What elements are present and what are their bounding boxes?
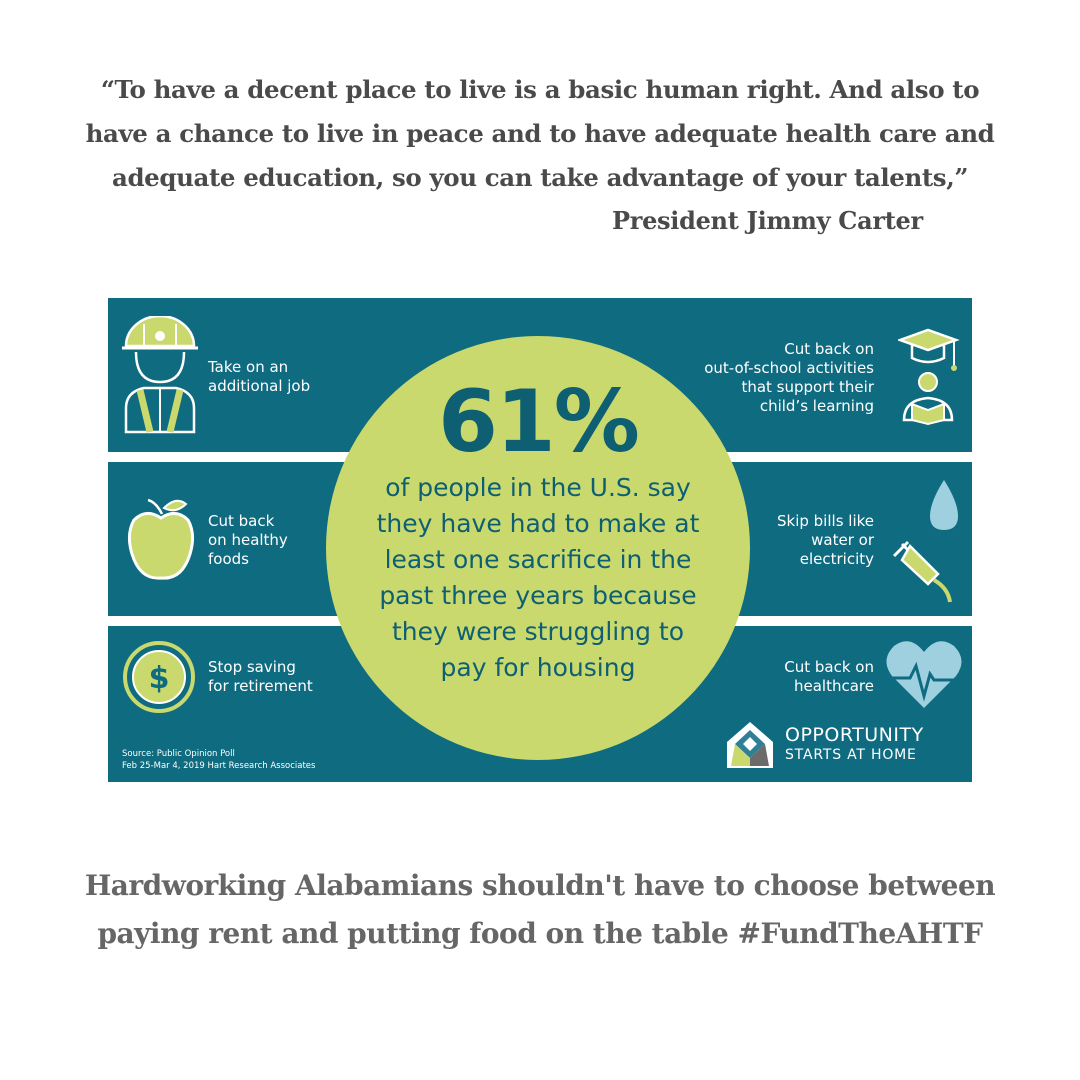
dollar-coin-icon [122,640,196,714]
stat-line: of people in the U.S. say [385,473,691,502]
infographic [108,298,972,782]
item-label: water or [811,531,874,549]
item-label: for retirement [208,677,313,695]
source-line: Source: Public Opinion Poll [122,749,235,759]
item-label: Skip bills like [777,512,874,530]
quote-line: “To have a decent place to live is a basic human right. And also to [100,75,980,104]
stat-percentage: 61% [438,372,638,472]
quote-attribution: President Jimmy Carter [612,206,923,235]
logo-line1: OPPORTUNITY [785,724,924,746]
quote-line: have a chance to live in peace and to have adequate health care and [85,119,995,148]
stat-line: least one sacrifice in the [384,545,692,574]
item-out-of-school [704,340,874,416]
source-note [122,748,315,772]
item-label: on healthy [208,531,288,549]
item-label: foods [208,550,249,568]
item-label: out-of-school activities [704,359,874,377]
item-label: Cut back on [784,340,874,358]
item-label: Cut back on [784,658,874,676]
svg-text:$: $ [148,661,170,696]
house-logo-icon [725,720,775,770]
water-plug-icon [892,476,964,604]
apple-icon [126,494,196,586]
stat-line: they have had to make at [376,509,700,538]
item-retirement [208,658,313,696]
item-label: electricity [799,550,874,568]
bottom-line: Hardworking Alabamians shouldn't have to choose between [84,869,996,902]
stat-description [326,470,750,686]
heart-pulse-icon [884,638,964,710]
quote-text [80,68,1000,200]
item-additional-job [208,358,310,396]
opportunity-logo [725,718,965,772]
logo-line2: STARTS AT HOME [785,747,917,763]
bottom-line: paying rent and putting food on the table #FundTheAHTF [97,917,983,950]
item-label: Take on an [208,358,289,376]
worker-icon [120,316,200,434]
item-healthcare [784,658,874,696]
item-skip-bills [777,512,874,569]
source-line: Feb 25-Mar 4, 2019 Hart Research Associates [122,761,316,771]
item-label: Cut back [208,512,275,530]
item-label: that support their [741,378,874,396]
item-label: Stop saving [208,658,296,676]
stat-line: they were struggling to [392,617,684,646]
stat-line: past three years because [379,581,697,610]
item-label: healthcare [794,677,874,695]
item-healthy-foods [208,512,288,569]
item-label: additional job [208,377,311,395]
graduation-reading-icon [898,326,962,426]
bottom-message [60,862,1020,958]
item-label: child’s learning [759,397,874,415]
quote-line: adequate education, so you can take advantage of your talents,” [111,163,969,192]
stat-line: pay for housing [440,653,636,682]
